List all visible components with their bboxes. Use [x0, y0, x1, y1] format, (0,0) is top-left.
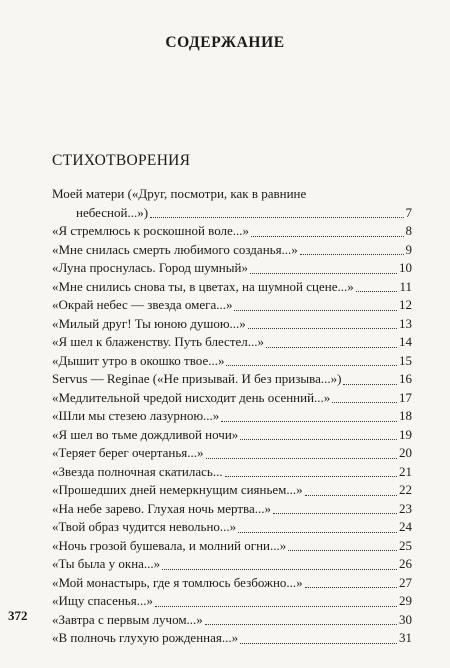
dot-leader — [332, 402, 397, 403]
dot-leader — [273, 513, 397, 514]
toc-entry-title: «Шли мы стезею лазурною...» — [52, 408, 220, 423]
dot-leader — [205, 624, 397, 625]
toc-entry-title: «Мне снились снова ты, в цветах, на шумной сцене...» — [52, 278, 354, 294]
toc-entry — [52, 481, 412, 500]
dot-leader — [266, 347, 397, 348]
toc-entry-page: 14 — [399, 334, 412, 349]
toc-entry-page: 19 — [399, 426, 412, 442]
toc-entry-page: 13 — [399, 315, 412, 331]
toc-entry-title-line1: Моей матери («Друг, посмотри, как в равнине — [52, 186, 307, 201]
dot-leader — [225, 476, 397, 477]
toc-entry-title: «Милый друг! Ты юною душою...» — [52, 315, 246, 331]
toc-entry — [52, 537, 412, 556]
toc-entry-title: «Мне снилась смерть любимого созданья...» — [52, 241, 298, 257]
table-of-contents — [52, 185, 412, 648]
toc-entry-title: «Завтра с первым лучом...» — [52, 611, 203, 627]
dot-leader — [221, 421, 397, 422]
page-title: СОДЕРЖАНИЕ — [165, 34, 285, 51]
toc-entry — [52, 629, 412, 648]
dot-leader — [305, 587, 397, 588]
toc-entry — [52, 389, 412, 408]
toc-entry-page: 16 — [399, 371, 412, 386]
toc-entry — [52, 407, 412, 426]
toc-entry — [52, 426, 412, 445]
toc-entry-title: «Я шел к блаженству. Путь блестел...» — [52, 334, 265, 349]
toc-entry-page: 11 — [399, 278, 412, 294]
dot-leader — [155, 606, 397, 607]
dot-leader — [288, 550, 397, 551]
toc-entry-title: «Ночь грозой бушевала, и молний огни...» — [52, 537, 287, 553]
dot-leader — [250, 273, 397, 274]
toc-entry-title: «Дышит утро в окошко твое...» — [52, 352, 225, 368]
dot-leader — [162, 569, 397, 570]
toc-entry — [52, 222, 412, 241]
toc-entry-title: «Я шел во тьме дождливой ночи» — [52, 426, 239, 442]
toc-entry — [52, 241, 412, 260]
dot-leader — [305, 495, 397, 496]
toc-entry — [52, 296, 412, 315]
toc-entry-title: «В полночь глухую рожденная...» — [52, 630, 239, 645]
toc-entry-page: 27 — [399, 574, 412, 590]
toc-entry-title: «Мой монастырь, где я томлюсь безбожно...» — [52, 574, 303, 590]
toc-entry — [52, 463, 412, 482]
toc-entry-page: 24 — [399, 519, 412, 534]
toc-entry-title: «Звезда полночная скатилась... — [52, 463, 223, 479]
dot-leader — [248, 328, 397, 329]
toc-entry-title-line2: небесной...») — [76, 204, 149, 220]
toc-entry — [52, 555, 412, 574]
toc-entry-page: 7 — [405, 204, 412, 220]
toc-entry-title: «Теряет берег очертанья...» — [52, 445, 204, 460]
toc-entry-page: 23 — [399, 500, 412, 516]
dot-leader — [206, 458, 398, 459]
toc-entry-title: «Прошедших дней немеркнущим сияньем...» — [52, 482, 303, 497]
toc-entry — [52, 185, 412, 222]
toc-entry-page: 26 — [399, 556, 412, 571]
toc-entry-page: 17 — [399, 389, 412, 405]
page-number: 372 — [8, 608, 28, 623]
dot-leader — [356, 291, 398, 292]
toc-entry — [52, 518, 412, 537]
toc-entry-title: «Медлительной чредой нисходит день осенний...» — [52, 389, 331, 405]
dot-leader — [343, 384, 397, 385]
dot-leader — [150, 217, 403, 218]
toc-entry-title: Servus — Reginae («Не призывай. И без призыва...») — [52, 371, 342, 386]
dot-leader — [240, 439, 397, 440]
section-heading: СТИХОТВОРЕНИЯ — [52, 152, 191, 169]
toc-entry-title: «Окрай небес — звезда омега...» — [52, 297, 233, 312]
toc-entry-title: «Я стремлюсь к роскошной воле...» — [52, 223, 250, 238]
toc-entry — [52, 315, 412, 334]
toc-entry-page: 12 — [399, 297, 412, 312]
toc-entry — [52, 611, 412, 630]
toc-entry — [52, 352, 412, 371]
toc-entry — [52, 574, 412, 593]
toc-entry-page: 21 — [399, 463, 412, 479]
toc-entry — [52, 259, 412, 278]
dot-leader — [300, 254, 404, 255]
dot-leader — [226, 365, 397, 366]
toc-entry-title: «Луна проснулась. Город шумный» — [52, 260, 248, 275]
toc-entry-page: 9 — [405, 241, 412, 257]
toc-entry-page: 29 — [399, 593, 412, 608]
toc-entry-page: 30 — [399, 611, 412, 627]
toc-entry-page: 25 — [399, 537, 412, 553]
toc-entry-title: «Ищу спасенья...» — [52, 593, 153, 608]
dot-leader — [251, 236, 403, 237]
toc-entry-page: 10 — [399, 260, 412, 275]
toc-entry — [52, 370, 412, 389]
toc-entry — [52, 592, 412, 611]
toc-entry-title: «Ты была у окна...» — [52, 556, 161, 571]
dot-leader — [234, 310, 397, 311]
toc-entry-page: 8 — [405, 223, 412, 238]
toc-entry — [52, 333, 412, 352]
toc-entry-page: 22 — [399, 482, 412, 497]
toc-entry-page: 31 — [399, 630, 412, 645]
dot-leader — [238, 532, 397, 533]
toc-entry-title: «Твой образ чудится невольно...» — [52, 519, 237, 534]
toc-entry-page: 18 — [399, 408, 412, 423]
toc-entry — [52, 278, 412, 297]
toc-entry-page: 20 — [399, 445, 412, 460]
dot-leader — [240, 643, 397, 644]
toc-entry-page: 15 — [399, 352, 412, 368]
toc-entry-title: «На небе зарево. Глухая ночь мертва...» — [52, 500, 272, 516]
toc-entry — [52, 444, 412, 463]
toc-entry — [52, 500, 412, 519]
